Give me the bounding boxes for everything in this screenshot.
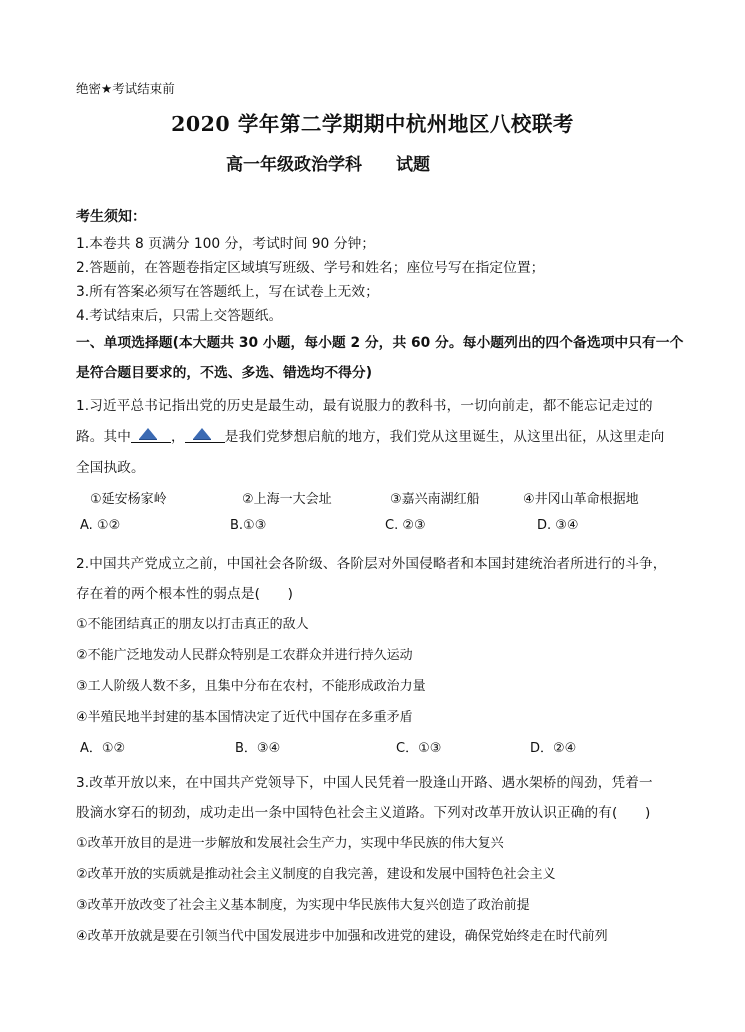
q1-item: ①延安杨家岭: [90, 492, 167, 507]
notice-item: 4.考试结束后，只需上交答题纸。: [76, 308, 283, 324]
q2-choice-a: A．①②: [80, 741, 126, 756]
triangle-icon: [139, 428, 157, 439]
exam-title: 2020 学年第二学期期中杭州地区八校联考: [171, 112, 574, 136]
q2-item: ①不能团结真正的朋友以打击真正的敌人: [76, 617, 309, 632]
q1-choice-a: A. ①②: [80, 518, 121, 533]
section-heading-line1: 一、单项选择题(本大题共 30 小题，每小题 2 分，共 60 分。每小题列出的四个备选项中只有一个: [76, 335, 684, 351]
answer-blank: [185, 428, 225, 443]
q1-item: ②上海一大会址: [242, 492, 332, 507]
q1-choice-c: C. ②③: [385, 518, 426, 533]
notice-item: 3.所有答案必须写在答题纸上，写在试卷上无效；: [76, 284, 379, 300]
secret-label: 绝密★考试结束前: [76, 81, 175, 96]
section-heading-line2: 是符合题目要求的，不选、多选、错选均不得分): [76, 365, 373, 381]
q3-stem-line2: 股滴水穿石的韧劲，成功走出一条中国特色社会主义道路。下列对改革开放认识正确的有( ): [76, 805, 651, 821]
notice-item: 2.答题前，在答题卷指定区域填写班级、学号和姓名；座位号写在指定位置；: [76, 260, 545, 276]
subtitle-paper: 试题: [396, 155, 430, 175]
q2-item: ③工人阶级人数不多，且集中分布在农村，不能形成政治力量: [76, 679, 426, 694]
q2-stem-line2: 存在着的两个根本性的弱点是( ): [76, 586, 294, 602]
exam-subtitle: [226, 150, 430, 175]
q1-stem-line1: 1.习近平总书记指出党的历史是最生动，最有说服力的教科书，一切向前走，都不能忘记走过的: [76, 398, 653, 414]
q3-item: ④改革开放就是要在引领当代中国发展进步中加强和改进党的建设，确保党始终走在时代前列: [76, 929, 608, 944]
q1-stem-line3: 全国执政。: [76, 460, 145, 476]
subtitle-subject: 高一年级政治学科: [226, 155, 362, 175]
q1-choice-d: D. ③④: [537, 518, 579, 533]
answer-blank: [131, 428, 171, 443]
q1-item: ③嘉兴南湖红船: [390, 492, 480, 507]
q1-stem-line2: [76, 425, 665, 445]
q1-stem-text-b: 是我们党梦想启航的地方，我们党从这里诞生，从这里出征，从这里走向: [224, 429, 665, 445]
q3-item: ①改革开放目的是进一步解放和发展社会生产力，实现中华民族的伟大复兴: [76, 836, 504, 851]
q3-item: ②改革开放的实质就是推动社会主义制度的自我完善，建设和发展中国特色社会主义: [76, 867, 556, 882]
q2-choice-b: B．③④: [235, 741, 281, 756]
notice-heading: 考生须知：: [76, 209, 146, 225]
q3-stem-line1: 3.改革开放以来，在中国共产党领导下，中国人民凭着一股逢山开路、遇水架桥的闯劲，凭着一: [76, 775, 653, 791]
q2-stem-line1: 2.中国共产党成立之前，中国社会各阶级、各阶层对外国侵略者和本国封建统治者所进行的斗争，: [76, 556, 667, 572]
q3-item: ③改革开放改变了社会主义基本制度，为实现中华民族伟大复兴创造了政治前提: [76, 898, 530, 913]
triangle-icon: [193, 428, 211, 439]
q2-item: ②不能广泛地发动人民群众特别是工农群众并进行持久运动: [76, 648, 413, 663]
notice-item: 1.本卷共 8 页满分 100 分，考试时间 90 分钟；: [76, 236, 376, 252]
q1-stem-sep: ，: [170, 429, 185, 445]
q1-choice-b: B.①③: [230, 518, 267, 533]
q1-item: ④井冈山革命根据地: [523, 492, 639, 507]
q2-item: ④半殖民地半封建的基本国情决定了近代中国存在多重矛盾: [76, 710, 413, 725]
q2-choice-c: C．①③: [396, 741, 442, 756]
q1-stem-text-a: 路。其中: [76, 429, 131, 445]
q2-choice-d: D．②④: [530, 741, 577, 756]
